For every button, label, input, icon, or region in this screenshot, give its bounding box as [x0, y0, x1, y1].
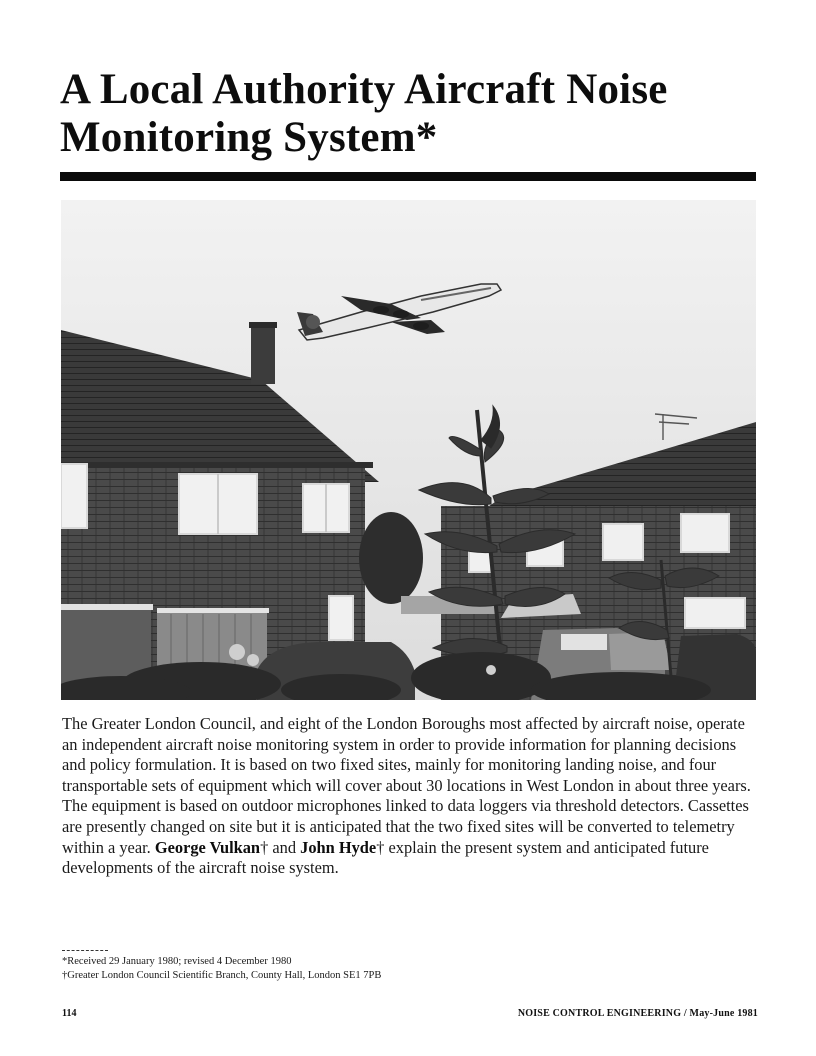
author-name-2: John Hyde — [300, 837, 377, 857]
title-rule — [60, 172, 756, 181]
abstract-text: The Greater London Council, and eight of the London Boroughs most affected by aircraft noise, operate an independent aircraft noise monitoring system in order to provide information for planning decisions and policy formulation. It is based on two fixed sites, mainly for monitoring landing noise, and four transportable sets of equipment which will cover about 30 locations in West London in about three years. The equipment is based on outdoor microphones linked to data loggers via threshold detectors. Cassettes are presently changed on site but it is anticipated that the two fixed sites will be converted to telemetry within a year. — [62, 714, 751, 857]
footnote-rule — [62, 950, 108, 951]
footnote-affiliation: †Greater London Council Scientific Branch, County Hall, London SE1 7PB — [62, 969, 382, 981]
abstract-text-end: explain the present system and anticipated future developments of the aircraft noise system. — [62, 837, 709, 878]
abstract-paragraph — [62, 714, 758, 879]
conjunction-text: and — [268, 837, 297, 857]
article-title-line-2: Monitoring System* — [60, 114, 438, 161]
author-name-1: George Vulkan — [154, 837, 261, 857]
article-title — [60, 66, 760, 162]
aircraft-over-houses-photo — [61, 200, 756, 700]
running-footer: NOISE CONTROL ENGINEERING / May-June 1981 — [517, 1008, 758, 1019]
footnote-received: *Received 29 January 1980; revised 4 December 1980 — [62, 956, 292, 967]
affiliation-mark-2: † — [376, 837, 385, 857]
affiliation-mark-1: † — [260, 837, 269, 857]
article-title-line-1: A Local Authority Aircraft Noise — [60, 66, 668, 113]
footnotes — [62, 955, 662, 982]
page-number: 114 — [62, 1008, 77, 1019]
